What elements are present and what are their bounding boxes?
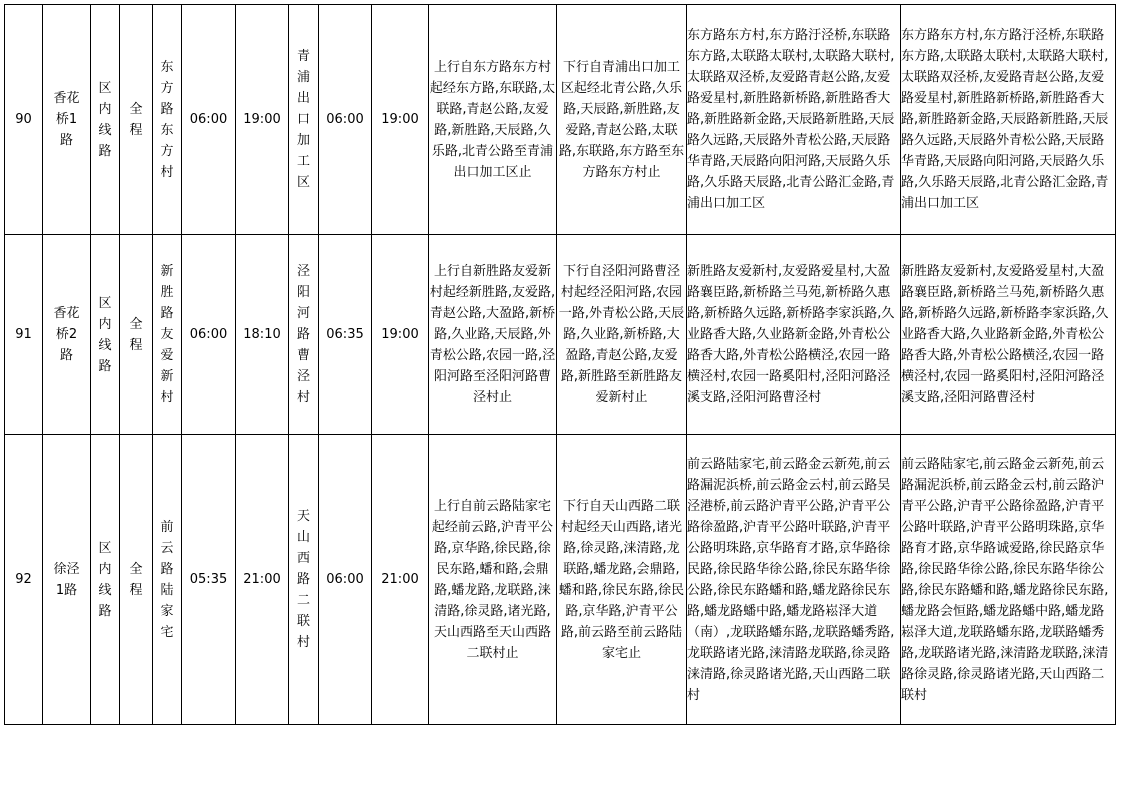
down-stop-list: 东方路东方村,东方路汙泾桥,东联路东方路,太联路太联村,太联路大联村,太联路双泾桥,友爱路青赵公路,友爱路爱星村,新胜路新桥路,新胜路香大路,新胜路新金路,天辰路新胜路,天辰路久远路,天辰路外青松公路,天辰路华青路,天辰路向阳河路,天辰路久乐路,久乐路天辰路,北青公路汇金路,青浦出口加工区 bbox=[901, 5, 1116, 235]
up-first-time: 06:00 bbox=[182, 5, 236, 235]
up-first-time: 05:35 bbox=[182, 435, 236, 725]
down-first-time: 06:35 bbox=[319, 235, 372, 435]
bus-route-table bbox=[4, 4, 1116, 725]
route-name: 香花桥2路 bbox=[53, 306, 80, 363]
down-start-cell bbox=[289, 5, 319, 235]
route-span-cell bbox=[120, 435, 153, 725]
down-start-station: 泾阳河路曹泾村 bbox=[296, 264, 310, 405]
up-first-time: 06:00 bbox=[182, 235, 236, 435]
route-type: 区内线路 bbox=[98, 80, 112, 159]
route-name: 徐泾1路 bbox=[53, 561, 80, 598]
route-type: 区内线路 bbox=[98, 295, 112, 374]
down-start-station: 青浦出口加工区 bbox=[296, 49, 310, 190]
route-span: 全程 bbox=[129, 316, 143, 353]
down-route-description: 下行自天山西路二联村起经天山西路,诸光路,徐灵路,涞清路,龙联路,蟠龙路,会鼎路,蟠和路,徐民东路,徐民路,京华路,沪青平公路,前云路至前云路陆家宅止 bbox=[557, 435, 687, 725]
route-number: 92 bbox=[5, 435, 43, 725]
table-row bbox=[5, 435, 1116, 725]
table-row bbox=[5, 235, 1116, 435]
up-start-station: 东方路东方村 bbox=[160, 59, 174, 180]
down-last-time: 19:00 bbox=[372, 235, 429, 435]
route-number: 90 bbox=[5, 5, 43, 235]
table-row bbox=[5, 5, 1116, 235]
up-start-station: 新胜路友爱新村 bbox=[160, 264, 174, 405]
route-type-cell bbox=[91, 235, 120, 435]
up-stop-list: 东方路东方村,东方路汙泾桥,东联路东方路,太联路太联村,太联路大联村,太联路双泾桥,友爱路青赵公路,友爱路爱星村,新胜路新桥路,新胜路香大路,新胜路新金路,天辰路新胜路,天辰路久远路,天辰路外青松公路,天辰路华青路,天辰路向阳河路,天辰路久乐路,久乐路天辰路,北青公路汇金路,青浦出口加工区 bbox=[687, 5, 901, 235]
route-number: 91 bbox=[5, 235, 43, 435]
down-stop-list: 前云路陆家宅,前云路金云新苑,前云路漏泥浜桥,前云路金云村,前云路沪青平公路,沪青平公路徐盈路,沪青平公路叶联路,沪青平公路明珠路,京华路育才路,京华路诚爱路,徐民路京华路,徐民路华徐公路,徐民东路华徐公路,徐民东路蟠和路,蟠龙路徐民东路,蟠龙路会恒路,蟠龙路蟠中路,蟠龙路崧泽大道,龙联路蟠东路,龙联路蟠秀路,龙联路诸光路,涞清路龙联路,涞清路徐灵路,徐灵路诸光路,天山西路二联村 bbox=[901, 435, 1116, 725]
up-last-time: 21:00 bbox=[236, 435, 289, 725]
route-span: 全程 bbox=[129, 101, 143, 138]
down-first-time: 06:00 bbox=[319, 5, 372, 235]
route-name-cell bbox=[43, 235, 91, 435]
down-first-time: 06:00 bbox=[319, 435, 372, 725]
up-stop-list: 前云路陆家宅,前云路金云新苑,前云路漏泥浜桥,前云路金云村,前云路吴泾港桥,前云路沪青平公路,沪青平公路徐盈路,沪青平公路叶联路,沪青平公路明珠路,京华路育才路,京华路徐民路,徐民路华徐公路,徐民东路华徐公路,徐民东路蟠和路,蟠龙路徐民东路,蟠龙路蟠中路,蟠龙路崧泽大道（南）,龙联路蟠东路,龙联路蟠秀路,龙联路诸光路,涞清路龙联路,徐灵路涞清路,徐灵路诸光路,天山西路二联村 bbox=[687, 435, 901, 725]
up-stop-list: 新胜路友爱新村,友爱路爱星村,大盈路襄臣路,新桥路兰马苑,新桥路久惠路,新桥路久远路,新桥路李家浜路,久业路香大路,久业路新金路,外青松公路香大路,外青松公路横泾,农园一路横泾村,农园一路奚阳村,泾阳河路泾溪支路,泾阳河路曹泾村 bbox=[687, 235, 901, 435]
up-last-time: 19:00 bbox=[236, 5, 289, 235]
route-type-cell bbox=[91, 5, 120, 235]
up-route-description: 上行自前云路陆家宅起经前云路,沪青平公路,京华路,徐民路,徐民东路,蟠和路,会鼎路,蟠龙路,龙联路,涞清路,徐灵路,诸光路,天山西路至天山西路二联村止 bbox=[429, 435, 557, 725]
down-start-station: 天山西路二联村 bbox=[296, 509, 310, 650]
route-span: 全程 bbox=[129, 561, 143, 598]
down-last-time: 19:00 bbox=[372, 5, 429, 235]
down-start-cell bbox=[289, 435, 319, 725]
up-last-time: 18:10 bbox=[236, 235, 289, 435]
route-span-cell bbox=[120, 235, 153, 435]
up-start-station: 前云路陆家宅 bbox=[160, 519, 174, 640]
down-last-time: 21:00 bbox=[372, 435, 429, 725]
route-span-cell bbox=[120, 5, 153, 235]
up-start-cell bbox=[153, 5, 182, 235]
up-route-description: 上行自东方路东方村起经东方路,东联路,太联路,青赵公路,友爱路,新胜路,天辰路,久乐路,北青公路至青浦出口加工区止 bbox=[429, 5, 557, 235]
route-name-cell bbox=[43, 435, 91, 725]
route-type: 区内线路 bbox=[98, 540, 112, 619]
up-start-cell bbox=[153, 435, 182, 725]
up-route-description: 上行自新胜路友爱新村起经新胜路,友爱路,青赵公路,大盈路,新桥路,久业路,天辰路,外青松公路,农园一路,泾阳河路至泾阳河路曹泾村止 bbox=[429, 235, 557, 435]
route-name-cell bbox=[43, 5, 91, 235]
up-start-cell bbox=[153, 235, 182, 435]
down-route-description: 下行自泾阳河路曹泾村起经泾阳河路,农园一路,外青松公路,天辰路,久业路,新桥路,大盈路,青赵公路,友爱路,新胜路至新胜路友爱新村止 bbox=[557, 235, 687, 435]
down-stop-list: 新胜路友爱新村,友爱路爱星村,大盈路襄臣路,新桥路兰马苑,新桥路久惠路,新桥路久远路,新桥路李家浜路,久业路香大路,久业路新金路,外青松公路香大路,外青松公路横泾,农园一路横泾村,农园一路奚阳村,泾阳河路泾溪支路,泾阳河路曹泾村 bbox=[901, 235, 1116, 435]
route-type-cell bbox=[91, 435, 120, 725]
down-start-cell bbox=[289, 235, 319, 435]
route-name: 香花桥1路 bbox=[53, 91, 80, 148]
down-route-description: 下行自青浦出口加工区起经北青公路,久乐路,天辰路,新胜路,友爱路,青赵公路,太联路,东联路,东方路至东方路东方村止 bbox=[557, 5, 687, 235]
